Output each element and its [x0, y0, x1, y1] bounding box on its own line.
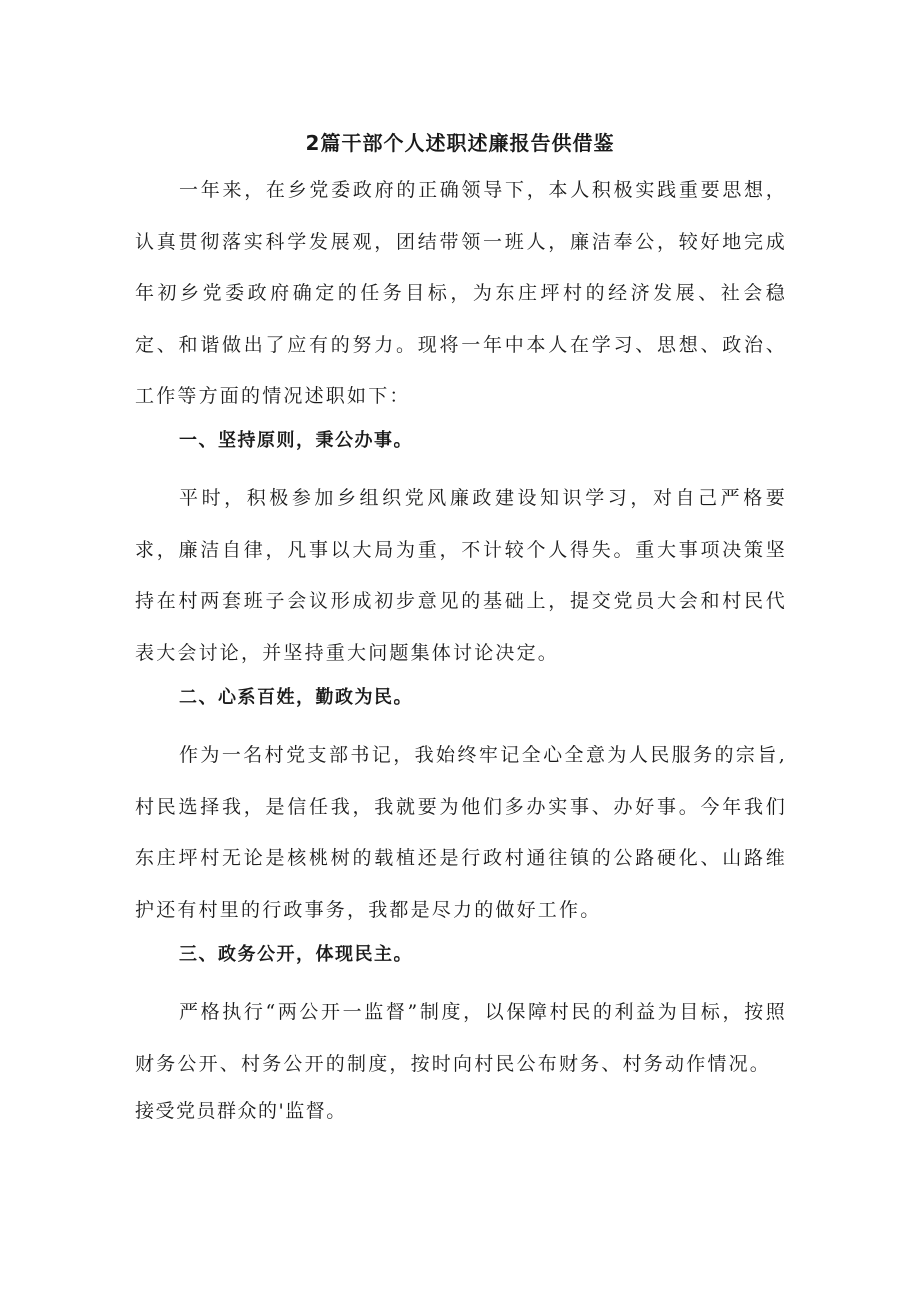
- section-heading-1: 一、坚持原则，秉公办事。: [179, 430, 413, 451]
- section-heading-2: 二、心系百姓，勤政为民。: [179, 687, 413, 708]
- document-title: 2篇干部个人述职述廉报告供借鉴: [305, 131, 615, 155]
- intro-paragraph: 一年来，在乡党委政府的正确领导下，本人积极实践重要思想，认真贯彻落实科学发展观，团结带领一班人，廉洁奉公，较好地完成年初乡党委政府确定的任务目标，为东庄坪村的经济发展、社会稳定、和谐做出了应有的努力。现将一年中本人在学习、思想、政治、工作等方面的情况述职如下：: [135, 179, 787, 407]
- section-heading-3: 三、政务公开，体现民主。: [179, 944, 413, 965]
- section-body-1: 平时，积极参加乡组织党风廉政建设知识学习，对自己严格要求，廉洁自律，凡事以大局为重，不计较个人得失。重大事项决策坚持在村两套班子会议形成初步意见的基础上，提交党员大会和村民代表大会讨论，并坚持重大问题集体讨论决定。: [135, 487, 787, 664]
- section-body-3: 严格执行“两公开一监督”制度，以保障村民的利益为目标，按照财务公开、村务公开的制度，按时向村民公布财务、村务动作情况。: [135, 1001, 787, 1075]
- closing-line: 接受党员群众的'监督。: [135, 1100, 347, 1122]
- section-body-2: 作为一名村党支部书记，我始终牢记全心全意为人民服务的宗旨,村民选择我，是信任我，我就要为他们多办实事、办好事。今年我们东庄坪村无论是核桃树的载植还是行政村通往镇的公路硬化、山路维护还有村里的行政事务，我都是尽力的做好工作。: [135, 744, 787, 921]
